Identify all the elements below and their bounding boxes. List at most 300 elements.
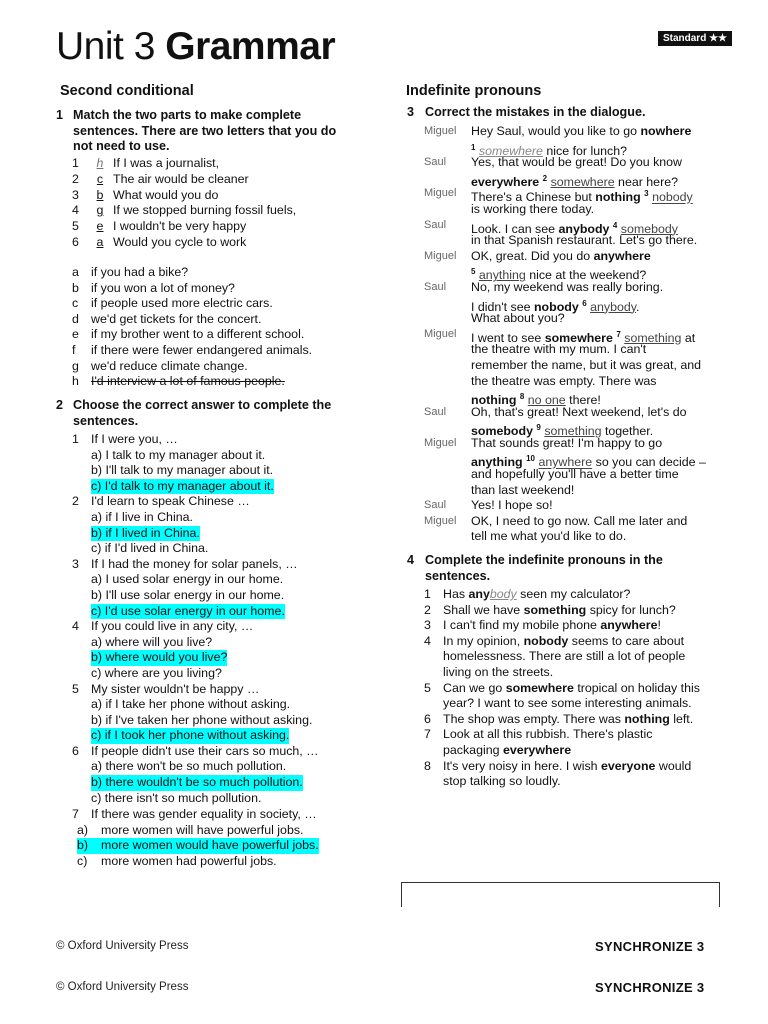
gap-number: 4 — [612, 220, 618, 230]
stem-text: My sister wouldn't be happy … — [91, 681, 260, 696]
mistake-word: anybody — [558, 221, 610, 236]
dialogue-line — [424, 280, 724, 296]
dialogue-line — [424, 451, 724, 470]
dialogue-line — [424, 374, 724, 390]
answer-option — [72, 759, 362, 775]
section-title-second-conditional: Second conditional — [60, 83, 194, 99]
text-segment: tell me what you'd like to do. — [471, 529, 627, 544]
option-item — [72, 296, 352, 312]
answer-box — [401, 882, 720, 907]
ex4-items — [424, 587, 724, 790]
text-segment: In my opinion, — [443, 633, 524, 648]
text-segment: remember the name, but it was great, and — [471, 357, 702, 372]
text-segment: I can't find my mobile phone — [443, 618, 601, 633]
mistake-word: nothing — [595, 190, 641, 205]
option-letter: a) — [77, 822, 89, 837]
dialogue-line — [424, 436, 724, 452]
option-text: if my brother went to a different school. — [91, 327, 305, 342]
text-segment: tropical on holiday this — [573, 680, 700, 695]
ex1-options-list — [72, 265, 352, 390]
option-text: we'd reduce climate change. — [91, 358, 248, 373]
dialogue-text — [471, 249, 651, 265]
text-segment: Shall we have — [443, 602, 524, 617]
question-number: 2 — [72, 494, 79, 509]
answer-text: b) I'll talk to my manager about it. — [91, 463, 274, 478]
exercise-rubric: Correct the mistakes in the dialogue. — [425, 105, 646, 119]
dialogue-text — [471, 202, 594, 218]
dialogue-line — [424, 186, 724, 205]
sentence-text — [443, 665, 553, 681]
text-segment: I didn't see — [471, 299, 534, 314]
text-segment: OK, great. Did you do — [471, 248, 594, 263]
speaker-name: Saul — [424, 218, 447, 231]
pronoun-word: nothing — [624, 711, 670, 726]
correct-answer: c) I'd use solar energy in our home. — [91, 603, 285, 618]
gap-number: 6 — [582, 298, 587, 308]
correct-answer: more women would have powerful jobs. — [101, 838, 319, 853]
text-segment: It's very noisy in here. I wish — [443, 758, 601, 773]
text-segment: would — [655, 758, 692, 773]
option-letter: d — [72, 311, 79, 326]
answer-option — [72, 728, 362, 744]
answer-option — [72, 823, 362, 839]
option-item — [72, 312, 352, 328]
text-segment: nice at the weekend? — [525, 268, 647, 283]
answer-blank: c — [96, 171, 104, 186]
exercise-number: 2 — [56, 398, 64, 412]
option-item — [72, 265, 352, 281]
answer-option — [72, 697, 362, 713]
text-segment: homelessness. There are still a lot of people — [443, 649, 686, 664]
item-text: If we stopped burning fossil fuels, — [113, 203, 297, 218]
answer-option — [72, 604, 362, 620]
text-segment: There's a Chinese but — [471, 190, 596, 205]
exercise-2 — [56, 398, 346, 429]
dialogue-text — [471, 498, 553, 514]
exercise-number: 3 — [407, 105, 415, 119]
sentence-line — [424, 774, 724, 790]
text-segment: Look. I can see — [471, 221, 559, 236]
mistake-word: anywhere — [593, 248, 651, 263]
answer-blank: g — [96, 203, 104, 218]
answer-text: more women had powerful jobs. — [101, 853, 277, 868]
speaker-name: Saul — [424, 280, 447, 293]
dialogue-line — [424, 358, 724, 374]
answer-option — [72, 635, 362, 651]
speaker-name: Saul — [424, 405, 447, 418]
dialogue-line — [424, 327, 724, 343]
answer-text: a) there won't be so much pollution. — [91, 759, 287, 774]
item-number: 8 — [424, 758, 431, 773]
question-number: 3 — [72, 556, 79, 571]
gap-number: 5 — [471, 267, 476, 277]
match-item — [72, 172, 352, 188]
stem-text: If you could live in any city, … — [91, 619, 254, 634]
text-segment: at — [681, 330, 696, 345]
answer-option — [72, 463, 362, 479]
gap-number: 7 — [616, 329, 621, 339]
answer-option — [72, 775, 362, 791]
text-segment: Hey Saul, would you like to go — [471, 124, 641, 138]
answer-text: a) if I live in China. — [91, 509, 193, 524]
dialogue-text — [471, 436, 662, 452]
dialogue-text — [471, 514, 687, 530]
answer-text: a) I used solar energy in our home. — [91, 572, 284, 587]
answer-option — [72, 479, 362, 495]
answer-option — [72, 791, 362, 807]
option-item — [72, 281, 352, 297]
answer-option — [72, 572, 362, 588]
option-letter: b) — [77, 838, 102, 854]
example-answer: body — [489, 587, 517, 601]
dialogue-line — [424, 171, 724, 187]
text-segment: and hopefully you'll have a better time — [471, 467, 679, 482]
exercise-1 — [56, 108, 346, 155]
exercise-3 — [407, 105, 707, 121]
dialogue-text — [471, 342, 646, 358]
correct-answer: b) there wouldn't be so much pollution. — [91, 775, 303, 790]
item-number: 2 — [424, 602, 431, 617]
corrected-word: anybody — [590, 299, 637, 314]
speaker-name: Miguel — [424, 436, 457, 449]
pronoun-word: any — [468, 587, 490, 601]
option-letter: b — [72, 280, 79, 295]
dialogue-text — [471, 405, 687, 421]
answer-blank: b — [96, 187, 104, 202]
gap-number: 8 — [519, 392, 525, 402]
dialogue-text — [471, 280, 663, 296]
answer-option — [72, 448, 362, 464]
stem-text: If I were you, … — [91, 432, 178, 446]
dialogue-line — [424, 218, 724, 234]
dialogue-line — [424, 249, 724, 265]
mistake-word: nobody — [533, 299, 579, 314]
pronoun-word: nobody — [523, 633, 569, 648]
pronoun-word: something — [523, 602, 587, 617]
option-text: if there were fewer endangered animals. — [91, 342, 313, 357]
answer-option — [72, 541, 362, 557]
text-segment: year? I want to see some interesting animals. — [443, 696, 692, 711]
dialogue-text — [471, 358, 701, 374]
sentence-text — [443, 759, 691, 775]
answer-option — [72, 854, 362, 870]
option-text: if you won a lot of money? — [91, 280, 235, 295]
dialogue-text — [471, 529, 626, 545]
dialogue-text — [471, 233, 697, 249]
speaker-name: Miguel — [424, 327, 457, 340]
match-item — [72, 235, 352, 251]
dialogue-line — [424, 311, 724, 327]
sentence-text — [443, 603, 676, 619]
text-segment: together. — [601, 424, 654, 439]
answer-option — [72, 650, 362, 666]
text-segment: seems to care about — [568, 633, 685, 648]
option-text: I'd interview a lot of famous people. — [91, 374, 285, 389]
text-segment: That sounds great! I'm happy to go — [471, 435, 663, 450]
correct-answer: b) where would you live? — [91, 650, 228, 665]
text-segment: near here? — [614, 174, 678, 189]
item-text: I wouldn't be very happy — [113, 219, 247, 234]
sentence-line — [424, 618, 724, 634]
dialogue-line — [424, 467, 724, 483]
item-text: The air would be cleaner — [113, 171, 249, 186]
sentence-text — [443, 712, 693, 728]
answer-text: c) there isn't so much pollution. — [91, 790, 262, 805]
answer-text: a) I talk to my manager about it. — [91, 447, 266, 462]
item-number: 1 — [72, 156, 79, 170]
speaker-name: Miguel — [424, 514, 457, 527]
item-number: 3 — [424, 618, 431, 633]
corrected-word: somewhere — [478, 143, 543, 158]
sentence-line — [424, 634, 724, 650]
question-number: 5 — [72, 681, 79, 696]
text-segment: is working there today. — [471, 201, 595, 216]
option-item — [72, 374, 352, 390]
text-segment: I went to see — [471, 330, 545, 345]
answer-option — [72, 838, 362, 854]
brand-logo-repeat: SYNCHRONIZE 3 — [595, 980, 705, 995]
dialogue-line — [424, 529, 724, 545]
dialogue-line — [424, 264, 724, 283]
option-letter: e — [72, 327, 79, 342]
item-number: 2 — [72, 171, 79, 186]
ex2-question-7 — [72, 807, 362, 869]
item-number: 5 — [72, 219, 79, 234]
text-segment: No, my weekend was really boring. — [471, 279, 664, 294]
answer-text: b) I'll use solar energy in our home. — [91, 587, 285, 602]
item-number: 1 — [424, 587, 431, 601]
dialogue-line — [424, 155, 724, 171]
match-item — [72, 203, 352, 219]
text-segment: Can we go — [443, 680, 506, 695]
question-stem — [72, 682, 362, 698]
sentence-line — [424, 681, 724, 697]
copyright-footer: © Oxford University Press — [56, 940, 189, 952]
dialogue-line — [424, 483, 724, 499]
answer-text: c) if I'd lived in China. — [91, 541, 209, 556]
item-number: 6 — [424, 711, 431, 726]
exercise-rubric: Complete the indefinite pronouns in the sentences. — [425, 553, 663, 583]
brand-logo: SYNCHRONIZE 3 — [595, 939, 705, 954]
exercise-rubric: Choose the correct answer to complete the sentences. — [73, 398, 332, 428]
mistake-word: somewhere — [544, 330, 613, 345]
text-segment: packaging — [443, 742, 503, 757]
text-segment: Yes, that would be great! Do you know — [471, 155, 683, 170]
question-stem — [72, 557, 362, 573]
answer-option — [72, 713, 362, 729]
dialogue-line — [424, 342, 724, 358]
text-segment: than last weekend! — [471, 482, 575, 497]
text-segment: Look at all this rubbish. There's plastic — [443, 727, 653, 742]
gap-number: 2 — [542, 173, 548, 183]
dialogue-line — [424, 389, 724, 408]
sentence-text — [443, 774, 561, 790]
ex3-dialogue — [424, 124, 724, 545]
sentence-line — [424, 712, 724, 728]
dialogue-text — [471, 467, 679, 483]
question-stem — [72, 807, 362, 823]
text-segment: The shop was empty. There was — [443, 711, 625, 726]
sentence-line — [424, 743, 724, 759]
answer-option — [72, 666, 362, 682]
sentence-text — [443, 727, 652, 743]
question-number: 7 — [72, 807, 79, 821]
sentence-line — [424, 587, 724, 603]
item-number: 5 — [424, 680, 431, 695]
corrected-word: anything — [478, 268, 526, 283]
option-letter: c) — [77, 853, 88, 868]
sentence-text — [443, 649, 685, 665]
sentence-line — [424, 665, 724, 681]
answer-blank: h — [96, 156, 104, 170]
stem-text: If I had the money for solar panels, … — [91, 556, 298, 571]
option-letter: a — [72, 265, 79, 279]
option-text: if people used more electric cars. — [91, 296, 273, 311]
mistake-word: everywhere — [471, 174, 540, 189]
answer-text: c) where are you living? — [91, 665, 222, 680]
gap-number: 9 — [536, 423, 541, 433]
text-segment: in that Spanish restaurant. Let's go there. — [471, 233, 698, 248]
text-segment: Yes! I hope so! — [471, 498, 553, 513]
sentence-line — [424, 727, 724, 743]
stem-text: If people didn't use their cars so much, … — [91, 743, 319, 758]
item-number: 4 — [72, 203, 79, 218]
option-letter: g — [72, 358, 79, 373]
ex2-questions — [72, 432, 362, 806]
question-stem — [72, 619, 362, 635]
gap-number: 1 — [471, 142, 476, 152]
match-item — [72, 156, 352, 172]
answer-option — [72, 588, 362, 604]
mistake-word: nothing — [471, 393, 517, 408]
sentence-text — [443, 634, 684, 650]
dialogue-text — [471, 374, 657, 390]
item-number: 7 — [424, 727, 431, 742]
option-item — [72, 343, 352, 359]
sentence-line — [424, 696, 724, 712]
question-stem — [72, 744, 362, 760]
speaker-name: Miguel — [424, 187, 457, 200]
text-segment: the theatre with my mum. I can't — [471, 342, 647, 357]
item-text: Would you cycle to work — [113, 234, 247, 249]
match-item — [72, 188, 352, 204]
sentence-text — [443, 618, 661, 634]
ex1-items-list — [72, 156, 352, 251]
question-number: 4 — [72, 619, 79, 634]
speaker-name: Miguel — [424, 249, 457, 262]
speaker-name: Saul — [424, 499, 447, 512]
dialogue-line — [424, 514, 724, 530]
corrected-word: somewhere — [550, 174, 615, 189]
corrected-word: somebody — [620, 221, 678, 236]
sentence-line — [424, 649, 724, 665]
item-text: If I was a journalist, — [113, 156, 220, 170]
option-letter: f — [72, 342, 76, 357]
corrected-word: anywhere — [538, 455, 593, 470]
answer-text: a) where will you live? — [91, 634, 213, 649]
option-letter: h — [72, 374, 79, 389]
exercise-4 — [407, 553, 697, 584]
question-number: 6 — [72, 743, 79, 758]
answer-option — [72, 526, 362, 542]
dialogue-text — [471, 155, 682, 171]
item-number: 4 — [424, 633, 431, 648]
option-item — [72, 327, 352, 343]
text-segment: spicy for lunch? — [586, 602, 676, 617]
mistake-word: somebody — [471, 424, 533, 439]
dialogue-line — [424, 202, 724, 218]
pronoun-word: somewhere — [505, 680, 574, 695]
question-stem — [72, 494, 362, 510]
exercise-number: 1 — [56, 108, 64, 122]
answer-blank: e — [96, 219, 104, 234]
sentence-text — [443, 696, 692, 712]
text-segment: stop talking so loudly. — [443, 774, 561, 789]
text-segment: left. — [669, 711, 694, 726]
option-text: if you had a bike? — [91, 265, 189, 279]
section-title-indefinite-pronouns: Indefinite pronouns — [406, 83, 542, 99]
dialogue-line — [424, 296, 724, 312]
gap-number: 10 — [526, 454, 535, 464]
dialogue-text — [471, 483, 574, 499]
level-badge: Standard ★★ — [658, 31, 732, 46]
text-segment: so you can decide – — [592, 455, 706, 470]
dialogue-line — [424, 140, 724, 156]
text-segment: there! — [565, 393, 601, 408]
title-topic: Grammar — [165, 25, 336, 68]
answer-blank: a — [96, 234, 104, 249]
sentence-text — [443, 587, 630, 603]
text-segment: . — [636, 299, 640, 314]
match-item — [72, 219, 352, 235]
option-text: we'd get tickets for the concert. — [91, 311, 262, 326]
pronoun-word: everyone — [601, 758, 656, 773]
sentence-line — [424, 603, 724, 619]
question-stem — [72, 432, 362, 448]
item-number: 6 — [72, 234, 79, 249]
dialogue-line — [424, 124, 724, 140]
answer-option — [72, 510, 362, 526]
exercise-number: 4 — [407, 553, 415, 567]
correct-answer: c) if I took her phone without asking. — [91, 728, 290, 743]
correct-answer: c) I'd talk to my manager about it. — [91, 478, 274, 493]
dialogue-line — [424, 233, 724, 249]
sentence-text — [443, 743, 571, 759]
text-segment: the theatre was empty. There was — [471, 373, 657, 388]
pronoun-word: everywhere — [502, 742, 572, 757]
answer-text: a) if I take her phone without asking. — [91, 697, 291, 712]
stem-text: I'd learn to speak Chinese … — [91, 494, 250, 509]
text-segment: ! — [657, 618, 661, 633]
corrected-word: no one — [527, 393, 566, 408]
item-number: 3 — [72, 187, 79, 202]
corrected-word: something — [624, 330, 682, 345]
pronoun-word: anywhere — [600, 618, 658, 633]
sentence-text — [443, 681, 700, 697]
mistake-word: nowhere — [640, 124, 692, 138]
text-segment: OK, I need to go now. Call me later and — [471, 513, 688, 528]
stem-text: If there was gender equality in society, … — [91, 807, 317, 821]
text-segment: What about you? — [471, 311, 565, 326]
answer-text: more women will have powerful jobs. — [101, 822, 304, 837]
speaker-name: Saul — [424, 156, 447, 169]
corrected-word: something — [544, 424, 602, 439]
gap-number: 3 — [644, 189, 649, 199]
sentence-line — [424, 759, 724, 775]
exercise-rubric: Match the two parts to make complete sentences. There are two letters that you do not need to use. — [73, 108, 337, 154]
dialogue-line — [424, 420, 724, 439]
dialogue-line — [424, 498, 724, 514]
